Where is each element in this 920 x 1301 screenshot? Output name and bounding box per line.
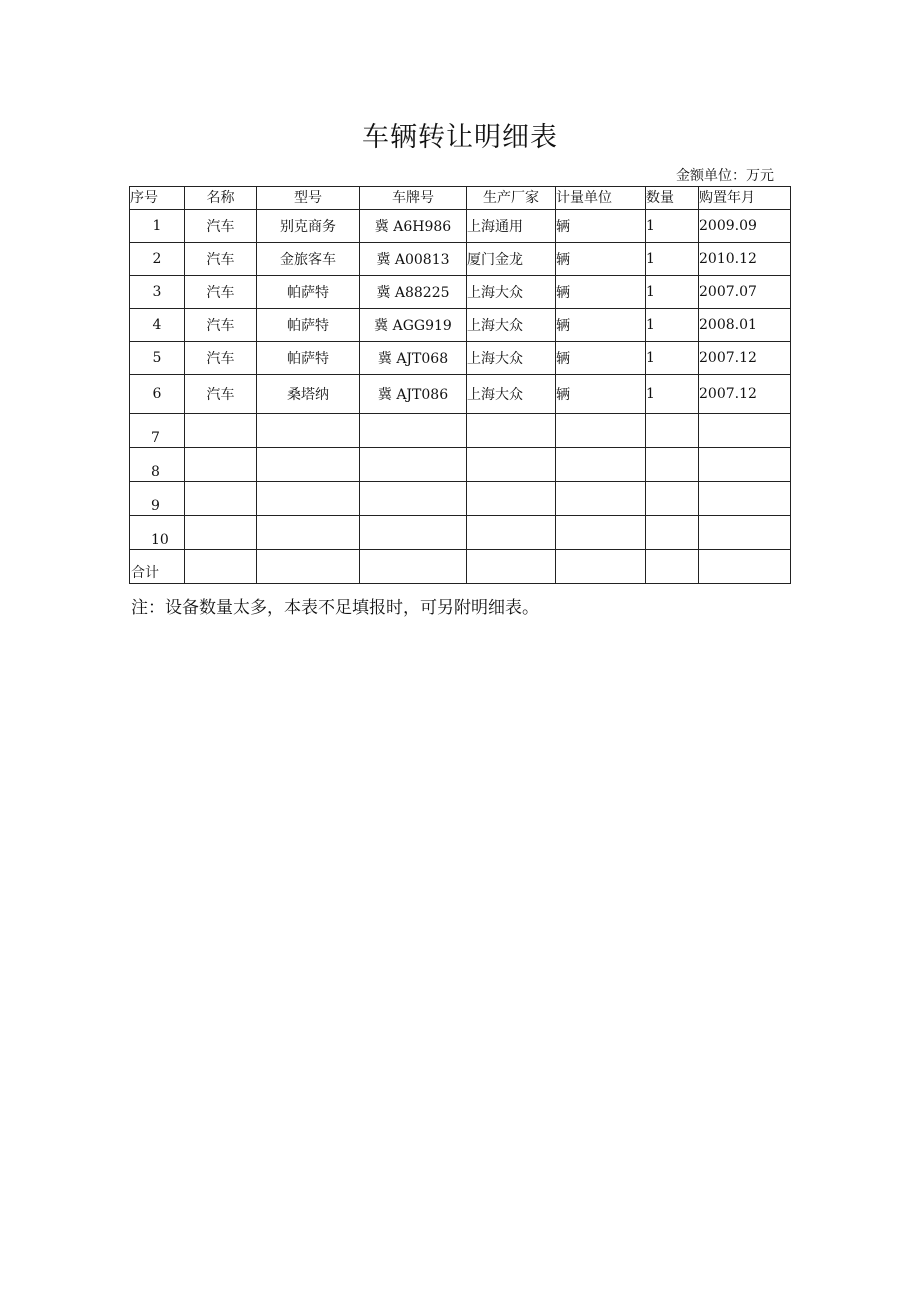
cell-empty xyxy=(646,482,699,516)
cell-total-label: 合计 xyxy=(130,550,185,584)
cell-qty: 1 xyxy=(646,375,699,414)
cell-maker: 上海大众 xyxy=(467,276,556,309)
cell-seq: 4 xyxy=(130,309,185,342)
cell-plate: 冀 A6H986 xyxy=(360,210,467,243)
cell-seq: 10 xyxy=(130,516,185,550)
cell-empty xyxy=(467,516,556,550)
cell-seq: 6 xyxy=(130,375,185,414)
cell-unit: 辆 xyxy=(556,309,646,342)
cell-empty xyxy=(556,414,646,448)
cell-qty: 1 xyxy=(646,243,699,276)
header-model: 型号 xyxy=(257,187,360,210)
cell-empty xyxy=(467,414,556,448)
cell-maker: 上海大众 xyxy=(467,375,556,414)
cell-seq: 8 xyxy=(130,448,185,482)
cell-qty: 1 xyxy=(646,309,699,342)
table-row xyxy=(130,342,791,375)
cell-empty xyxy=(360,482,467,516)
table-row xyxy=(130,309,791,342)
cell-seq: 3 xyxy=(130,276,185,309)
table-row-empty xyxy=(130,516,791,550)
header-qty: 数量 xyxy=(646,187,699,210)
cell-empty xyxy=(360,516,467,550)
cell-empty xyxy=(360,414,467,448)
document-title: 车辆转让明细表 xyxy=(362,122,558,153)
cell-unit: 辆 xyxy=(556,375,646,414)
cell-empty xyxy=(185,448,257,482)
cell-model: 桑塔纳 xyxy=(257,375,360,414)
header-seq: 序号 xyxy=(130,187,185,210)
cell-empty xyxy=(646,448,699,482)
header-name: 名称 xyxy=(185,187,257,210)
cell-seq: 7 xyxy=(130,414,185,448)
cell-name: 汽车 xyxy=(185,309,257,342)
header-plate: 车牌号 xyxy=(360,187,467,210)
cell-empty xyxy=(699,482,791,516)
header-unit: 计量单位 xyxy=(556,187,646,210)
cell-name: 汽车 xyxy=(185,375,257,414)
cell-empty xyxy=(360,550,467,584)
table-row xyxy=(130,375,791,414)
cell-empty xyxy=(257,516,360,550)
table-row-empty xyxy=(130,482,791,516)
cell-model: 金旅客车 xyxy=(257,243,360,276)
header-maker: 生产厂家 xyxy=(467,187,556,210)
cell-empty xyxy=(646,414,699,448)
cell-maker: 厦门金龙 xyxy=(467,243,556,276)
cell-empty xyxy=(646,550,699,584)
cell-date: 2009.09 xyxy=(699,210,791,243)
cell-date: 2007.12 xyxy=(699,342,791,375)
cell-empty xyxy=(556,516,646,550)
cell-maker: 上海通用 xyxy=(467,210,556,243)
cell-empty xyxy=(185,550,257,584)
table-row-empty xyxy=(130,414,791,448)
cell-empty xyxy=(360,448,467,482)
cell-unit: 辆 xyxy=(556,243,646,276)
table-row-empty xyxy=(130,448,791,482)
cell-empty xyxy=(257,550,360,584)
cell-seq: 9 xyxy=(130,482,185,516)
cell-plate: 冀 AJT068 xyxy=(360,342,467,375)
table-row xyxy=(130,243,791,276)
currency-unit-note: 金额单位：万元 xyxy=(676,168,774,184)
cell-empty xyxy=(699,516,791,550)
cell-seq: 2 xyxy=(130,243,185,276)
vehicle-transfer-table xyxy=(129,186,791,584)
cell-name: 汽车 xyxy=(185,243,257,276)
cell-unit: 辆 xyxy=(556,276,646,309)
cell-maker: 上海大众 xyxy=(467,342,556,375)
cell-model: 帕萨特 xyxy=(257,309,360,342)
table-row xyxy=(130,210,791,243)
table-row-total xyxy=(130,550,791,584)
cell-name: 汽车 xyxy=(185,276,257,309)
cell-seq: 5 xyxy=(130,342,185,375)
cell-empty xyxy=(467,550,556,584)
cell-qty: 1 xyxy=(646,276,699,309)
cell-seq: 1 xyxy=(130,210,185,243)
cell-unit: 辆 xyxy=(556,210,646,243)
cell-empty xyxy=(467,448,556,482)
cell-qty: 1 xyxy=(646,342,699,375)
cell-model: 帕萨特 xyxy=(257,276,360,309)
cell-empty xyxy=(185,482,257,516)
cell-empty xyxy=(257,482,360,516)
cell-empty xyxy=(467,482,556,516)
cell-model: 别克商务 xyxy=(257,210,360,243)
cell-unit: 辆 xyxy=(556,342,646,375)
cell-empty xyxy=(257,414,360,448)
header-date: 购置年月 xyxy=(699,187,791,210)
header-row xyxy=(130,187,791,210)
cell-empty xyxy=(556,448,646,482)
cell-empty xyxy=(185,414,257,448)
cell-empty xyxy=(257,448,360,482)
cell-name: 汽车 xyxy=(185,210,257,243)
cell-date: 2010.12 xyxy=(699,243,791,276)
cell-model: 帕萨特 xyxy=(257,342,360,375)
cell-date: 2007.07 xyxy=(699,276,791,309)
footnote: 注：设备数量太多，本表不足填报时，可另附明细表。 xyxy=(131,598,539,618)
cell-empty xyxy=(699,414,791,448)
cell-empty xyxy=(185,516,257,550)
cell-qty: 1 xyxy=(646,210,699,243)
cell-plate: 冀 A88225 xyxy=(360,276,467,309)
cell-empty xyxy=(646,516,699,550)
cell-date: 2007.12 xyxy=(699,375,791,414)
table-row xyxy=(130,276,791,309)
cell-plate: 冀 AGG919 xyxy=(360,309,467,342)
cell-empty xyxy=(556,482,646,516)
cell-date: 2008.01 xyxy=(699,309,791,342)
cell-maker: 上海大众 xyxy=(467,309,556,342)
cell-empty xyxy=(699,448,791,482)
cell-name: 汽车 xyxy=(185,342,257,375)
cell-empty xyxy=(556,550,646,584)
cell-plate: 冀 AJT086 xyxy=(360,375,467,414)
cell-plate: 冀 A00813 xyxy=(360,243,467,276)
cell-empty xyxy=(699,550,791,584)
